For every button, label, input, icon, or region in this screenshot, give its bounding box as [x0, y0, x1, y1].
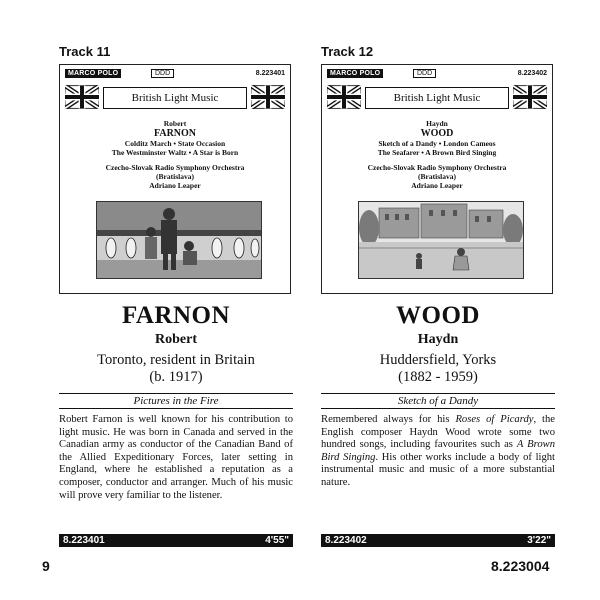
work-title: Pictures in the Fire	[59, 393, 293, 409]
track-duration: 4'55"	[265, 535, 289, 546]
song-title: A Brown Bird Singing	[321, 439, 555, 463]
composer-biography: Remembered always for his Roses of Picardy, the English composer Haydn Wood wrote some two hundred songs, including favourites such as A Brown Bird Singing. His other works include a body of light instrumental music and music of a more substantial nature.	[321, 414, 555, 488]
song-title: Roses of Picardy	[455, 414, 534, 425]
cover-catalog-number: 8.223402	[517, 70, 547, 77]
ddd-badge: DDD	[413, 69, 436, 78]
record-label-logo: MARCO POLO	[65, 69, 121, 78]
cover-credits	[60, 119, 290, 190]
cover-orchestra-city: (Bratislava)	[418, 172, 456, 181]
cover-composer: FARNON	[153, 128, 197, 139]
cover-conductor: Adriano Leaper	[411, 181, 463, 190]
cover-illustration	[96, 201, 262, 279]
cover-works-line-1: Sketch of a Dandy • London Cameos	[378, 139, 496, 148]
cover-first-name: Haydn	[426, 119, 448, 128]
record-label-logo: MARCO POLO	[327, 69, 383, 78]
series-title: British Light Music	[365, 87, 509, 109]
composer-biography: Robert Farnon is well known for his contribution to light music. He was born in Canada and served in the Canadian army as conductor of the Canadian Band of the Allied Expeditionary Forces, later setting in England, where he established a reputation as a composer, conductor and arranger. Much of his music will prove very familiar to the listener.	[59, 414, 293, 501]
cover-orchestra: Czecho-Slovak Radio Symphony Orchestra	[105, 163, 245, 172]
cover-illustration	[358, 201, 524, 279]
ddd-badge: DDD	[151, 69, 174, 78]
composer-surname: WOOD	[396, 302, 480, 329]
track-label: Track 12	[321, 44, 374, 59]
union-flag-icon	[65, 85, 99, 109]
track-duration: 3'22"	[527, 535, 551, 546]
album-cover	[321, 64, 553, 294]
track-label: Track 11	[59, 44, 111, 59]
composer-surname: FARNON	[121, 302, 231, 329]
union-flag-icon	[513, 85, 547, 109]
cover-conductor: Adriano Leaper	[149, 181, 201, 190]
composer-place: Huddersfield, Yorks	[379, 352, 497, 368]
cover-credits	[322, 119, 552, 190]
composer-first-name: Haydn	[417, 332, 459, 347]
cover-first-name: Robert	[163, 119, 187, 128]
work-title: Sketch of a Dandy	[321, 393, 555, 409]
catalog-number: 8.223402	[325, 535, 367, 546]
catalog-number: 8.223401	[63, 535, 105, 546]
composer-years: (1882 - 1959)	[398, 369, 478, 385]
cover-orchestra-city: (Bratislava)	[156, 172, 194, 181]
composer-place: Toronto, resident in Britain	[97, 352, 255, 368]
album-cover	[59, 64, 291, 294]
cover-composer: WOOD	[420, 128, 454, 139]
cover-catalog-number: 8.223401	[255, 70, 285, 77]
cover-works-line-1: Colditz March • State Occasion	[124, 139, 226, 148]
composer-first-name: Robert	[155, 332, 197, 347]
composer-origin	[59, 352, 293, 386]
footer-catalog-number: 8.223004	[491, 558, 550, 574]
cover-works-line-2: The Seafarer • A Brown Bird Singing	[377, 148, 497, 157]
catalog-bar	[321, 534, 555, 547]
catalog-bar	[59, 534, 293, 547]
cover-orchestra: Czecho-Slovak Radio Symphony Orchestra	[367, 163, 507, 172]
union-flag-icon	[327, 85, 361, 109]
cover-works-line-2: The Westminster Waltz • A Star is Born	[111, 148, 239, 157]
composer-origin	[321, 352, 555, 386]
page-number: 9	[42, 558, 50, 574]
union-flag-icon	[251, 85, 285, 109]
composer-years: (b. 1917)	[149, 369, 203, 385]
series-title: British Light Music	[103, 87, 247, 109]
